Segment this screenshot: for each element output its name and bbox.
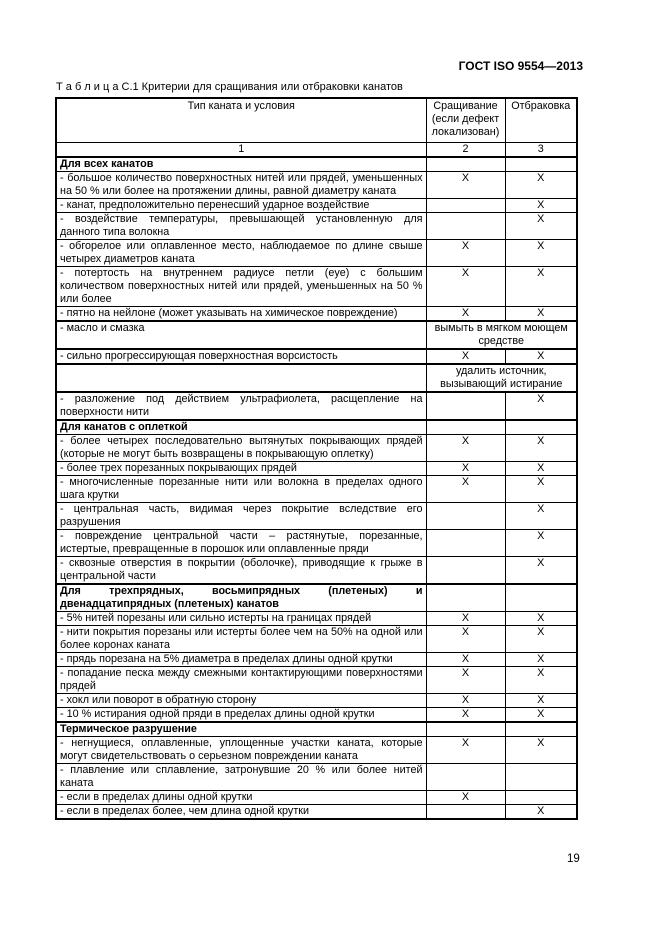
table-row [56,791,577,805]
splice-cell [426,213,505,240]
splice-cell: X [426,307,505,322]
table-row [56,392,577,420]
reject-cell: X [505,667,577,694]
table-row [56,213,577,240]
criterion-cell: - негнущиеся, оплавленные, уплощенные участки каната, которые могут свидетельствовать о серьезном повреждении каната [56,737,426,764]
splice-cell: X [426,462,505,476]
reject-cell: X [505,737,577,764]
criterion-cell: - обгорелое или оплавленное место, наблюдаемое по длине свыше четырех диаметров каната [56,240,426,267]
splice-cell: X [426,476,505,503]
criterion-cell: - попадание песка между смежными контактирующими поверхностями прядей [56,667,426,694]
table-row [56,557,577,585]
reject-cell: X [505,462,577,476]
splice-cell: X [426,737,505,764]
table-row [56,764,577,791]
reject-cell: X [505,653,577,667]
criterion-cell: - если в пределах длины одной крутки [56,791,426,805]
section-header-cell: Для трехпрядных, восьмипрядных (плетеных) и двенадцатипрядных (плетеных) канатов [56,584,426,612]
splice-cell: X [426,267,505,307]
criterion-cell: - разложение под действием ультрафиолета, расщепление на поверхности нити [56,392,426,420]
reject-cell: X [505,240,577,267]
reject-cell: X [505,805,577,820]
reject-cell: X [505,612,577,626]
reject-cell: X [505,503,577,530]
criterion-cell: - сильно прогрессирующая поверхностная ворсистость [56,349,426,364]
section-header-cell: Термическое разрушение [56,722,426,737]
table-header-row [56,98,577,142]
criterion-cell: - нити покрытия порезаны или истерты более чем на 50% на одной или более коронах каната [56,626,426,653]
reject-cell: X [505,626,577,653]
reject-cell: X [505,435,577,462]
reject-cell: X [505,307,577,322]
section-header-cell: Для канатов с оплеткой [56,420,426,435]
table-row [56,364,577,392]
reject-cell: X [505,267,577,307]
criterion-cell: - повреждение центральной части – растянутые, порезанные, истертые, превращенные в порошок или оплавленные пряди [56,530,426,557]
splice-cell [426,420,505,435]
splice-cell: X [426,653,505,667]
col-header-splicing: Сращивание (если дефект локализован) [426,98,505,142]
splice-cell [426,722,505,737]
col-number-1: 1 [56,142,426,157]
splice-cell [426,530,505,557]
reject-cell [505,722,577,737]
criterion-cell: - 5% нитей порезаны или сильно истерты на границах прядей [56,612,426,626]
action-cell: удалить источник, вызывающий истирание [426,364,577,392]
table-row [56,530,577,557]
splice-cell [426,392,505,420]
criterion-cell: - большое количество поверхностных нитей или прядей, уменьшенных на 50 % или более на протяжении длины, равной диаметру каната [56,172,426,199]
table-row [56,435,577,462]
table-row [56,349,577,364]
reject-cell [505,420,577,435]
table-row [56,653,577,667]
splice-cell [426,764,505,791]
section-header-cell: Для всех канатов [56,157,426,172]
splice-cell: X [426,612,505,626]
table-row [56,694,577,708]
document-standard-number: ГОСТ ISO 9554—2013 [458,59,583,73]
criterion-cell: - прядь порезана на 5% диаметра в пределах длины одной крутки [56,653,426,667]
splice-cell: X [426,791,505,805]
column-numbers-row [56,142,577,157]
reject-cell: X [505,694,577,708]
table-row [56,157,577,172]
reject-cell [505,157,577,172]
splice-cell [426,584,505,612]
table-row [56,737,577,764]
criterion-cell: - более трех порезанных покрывающих прядей [56,462,426,476]
criterion-cell: - сквозные отверстия в покрытии (оболочке), приводящие к грыже в центральной части [56,557,426,585]
table-row [56,584,577,612]
reject-cell: X [505,172,577,199]
criterion-cell: - если в пределах более, чем длина одной крутки [56,805,426,820]
splice-cell: X [426,349,505,364]
splice-cell [426,805,505,820]
table-row [56,240,577,267]
reject-cell: X [505,530,577,557]
table-row [56,612,577,626]
splice-cell: X [426,667,505,694]
criterion-cell: - масло и смазка [56,321,426,349]
col-header-rejection: Отбраковка [505,98,577,142]
criterion-cell: - более четырех последовательно вытянутых покрывающих прядей (которые не могут быть возвращены в покрывающую оплетку) [56,435,426,462]
table-caption: Т а б л и ц а С.1 Критерии для сращивания или отбраковки канатов [56,81,403,93]
reject-cell [505,764,577,791]
table-row [56,267,577,307]
page-number: 19 [567,853,580,865]
criterion-cell: - воздействие температуры, превышающей установленную для данного типа волокна [56,213,426,240]
table-row [56,172,577,199]
col-header-rope-type: Тип каната и условия [56,98,426,142]
splice-cell [426,557,505,585]
col-number-2: 2 [426,142,505,157]
reject-cell: X [505,557,577,585]
criterion-cell: - центральная часть, видимая через покрытие вследствие его разрушения [56,503,426,530]
criterion-cell: - канат, предположительно перенесший ударное воздействие [56,199,426,213]
table-row [56,805,577,820]
criterion-cell [56,364,426,392]
reject-cell: X [505,392,577,420]
reject-cell: X [505,708,577,723]
table-row [56,199,577,213]
splice-cell [426,199,505,213]
reject-cell: X [505,213,577,240]
table-row [56,307,577,322]
criterion-cell: - пятно на нейлоне (может указывать на химическое повреждение) [56,307,426,322]
criterion-cell: - плавление или сплавление, затронувшие 20 % или более нитей каната [56,764,426,791]
table-row [56,667,577,694]
table-row [56,462,577,476]
splice-cell: X [426,694,505,708]
reject-cell [505,791,577,805]
criterion-cell: - многочисленные порезанные нити или волокна в пределах одного шага крутки [56,476,426,503]
table-row [56,321,577,349]
criterion-cell: - 10 % истирания одной пряди в пределах длины одной крутки [56,708,426,723]
col-number-3: 3 [505,142,577,157]
reject-cell [505,584,577,612]
reject-cell: X [505,349,577,364]
action-cell: вымыть в мягком моющем средстве [426,321,577,349]
table-row [56,503,577,530]
splice-cell: X [426,172,505,199]
splice-cell: X [426,240,505,267]
reject-cell: X [505,476,577,503]
splice-cell: X [426,435,505,462]
criterion-cell: - потертость на внутреннем радиусе петли (eye) с большим количеством поверхностных нитей или прядей, уменьшенных на 50 % или более [56,267,426,307]
splice-cell [426,503,505,530]
table-row [56,722,577,737]
table-row [56,420,577,435]
table-row [56,476,577,503]
reject-cell: X [505,199,577,213]
criterion-cell: - хокл или поворот в обратную сторону [56,694,426,708]
splice-cell [426,157,505,172]
splice-cell: X [426,626,505,653]
table-row [56,626,577,653]
table-row [56,708,577,723]
splice-cell: X [426,708,505,723]
criteria-table [55,97,578,820]
